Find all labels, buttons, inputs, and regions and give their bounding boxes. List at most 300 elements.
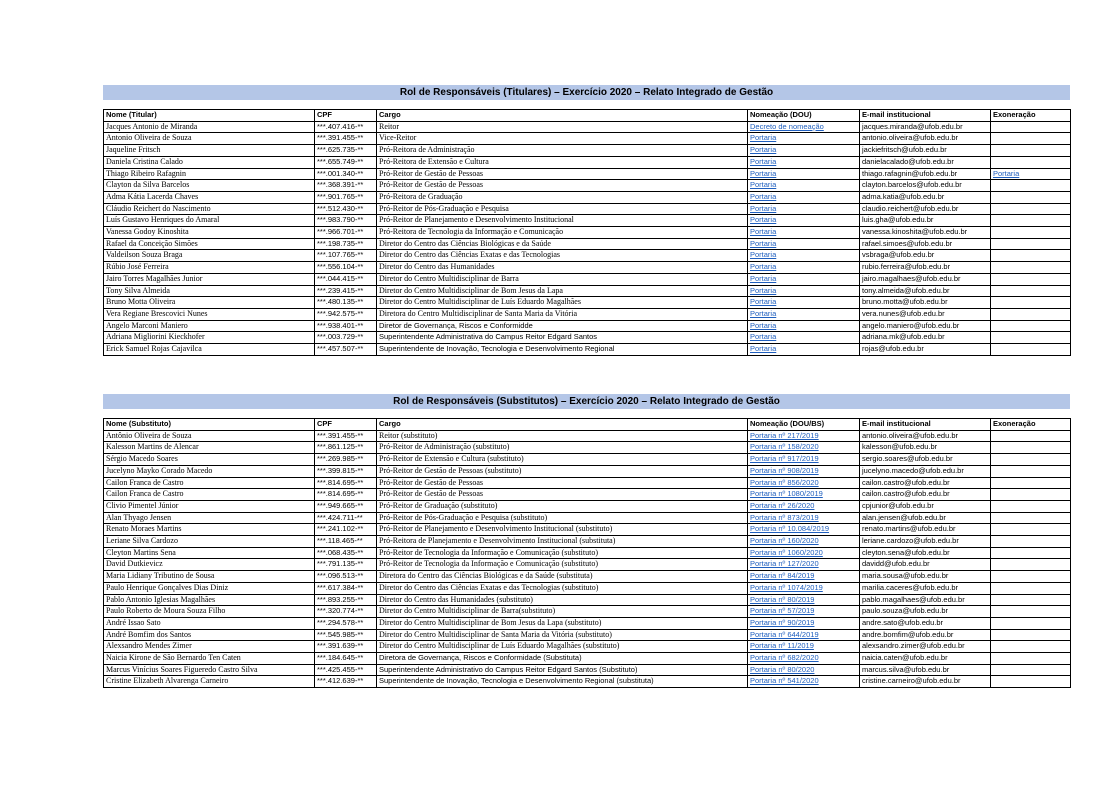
cargo-cell: Pró-Reitor de Tecnologia da Informação e Comunicação (substituto) xyxy=(377,547,748,559)
nomeacao-cell xyxy=(748,285,860,297)
name-cell: Alexsandro Mendes Zimer xyxy=(104,641,315,653)
name-cell: Angelo Marconi Maniero xyxy=(104,320,315,332)
email-cell: bruno.motta@ufob.edu.br xyxy=(860,297,991,309)
table-row xyxy=(104,500,1071,512)
exoneracao-cell xyxy=(991,477,1071,489)
cpf-cell: ***.545.985-** xyxy=(315,629,377,641)
nomeacao-link[interactable]: Portaria xyxy=(750,262,777,272)
exoneracao-link[interactable]: Portaria xyxy=(993,168,1020,178)
email-cell: sergio.soares@ufob.edu.br xyxy=(860,454,991,466)
table-row xyxy=(104,121,1071,133)
cpf-cell: ***.391.455-** xyxy=(315,430,377,442)
cargo-cell: Diretor do Centro Multidisciplinar de Luís Eduardo Magalhães (substituto) xyxy=(377,641,748,653)
column-header: Nome (Titular) xyxy=(104,110,315,122)
exoneracao-cell xyxy=(991,500,1071,512)
cargo-cell: Pró-Reitor de Graduação (substituto) xyxy=(377,500,748,512)
cargo-cell: Pró-Reitor de Pós-Graduação e Pesquisa (substituto) xyxy=(377,512,748,524)
cargo-cell: Reitor xyxy=(377,121,748,133)
cpf-cell: ***.294.578-** xyxy=(315,617,377,629)
email-cell: cpjunior@ufob.edu.br xyxy=(860,500,991,512)
table-row xyxy=(104,133,1071,145)
email-cell: claudio.reichert@ufob.edu.br xyxy=(860,203,991,215)
nomeacao-cell xyxy=(748,676,860,688)
exoneracao-cell xyxy=(991,676,1071,688)
exoneracao-cell xyxy=(991,664,1071,676)
nomeacao-cell xyxy=(748,524,860,536)
name-cell: Marcus Vinícius Soares Figueredo Castro Silva xyxy=(104,664,315,676)
email-cell: pablo.magalhaes@ufob.edu.br xyxy=(860,594,991,606)
table-row xyxy=(104,512,1071,524)
nomeacao-cell xyxy=(748,238,860,250)
cargo-cell: Pró-Reitor de Tecnologia da Informação e Comunicação (substituto) xyxy=(377,559,748,571)
cargo-cell: Diretora do Centro Multidisciplinar de Santa Maria da Vitória xyxy=(377,308,748,320)
nomeacao-link[interactable]: Portaria nº 917/2019 xyxy=(750,454,819,464)
nomeacao-link[interactable]: Portaria xyxy=(750,203,777,213)
cargo-cell: Pró-Reitor de Gestão de Pessoas xyxy=(377,168,748,180)
nomeacao-link[interactable]: Portaria nº 160/2020 xyxy=(750,536,819,546)
cargo-cell: Pró-Reitor de Gestão de Pessoas xyxy=(377,180,748,192)
name-cell: Thiago Ribeiro Rafagnin xyxy=(104,168,315,180)
exoneracao-cell xyxy=(991,297,1071,309)
nomeacao-link[interactable]: Portaria xyxy=(750,273,777,283)
nomeacao-link[interactable]: Portaria nº 541/2020 xyxy=(750,676,819,686)
nomeacao-cell xyxy=(748,203,860,215)
header-row xyxy=(104,110,1071,122)
cpf-cell: ***.107.765-** xyxy=(315,250,377,262)
column-header: Cargo xyxy=(377,419,748,431)
table-row xyxy=(104,332,1071,344)
cargo-cell: Diretora de Governança, Riscos e Conformidade (Substituta) xyxy=(377,653,748,665)
nomeacao-cell xyxy=(748,227,860,239)
email-cell: naicia.caten@ufob.edu.br xyxy=(860,653,991,665)
exoneracao-cell xyxy=(991,203,1071,215)
nomeacao-cell xyxy=(748,559,860,571)
nomeacao-link[interactable]: Portaria xyxy=(750,297,777,307)
column-header: Cargo xyxy=(377,110,748,122)
email-cell: vsbraga@ufob.edu.br xyxy=(860,250,991,262)
exoneracao-cell xyxy=(991,285,1071,297)
email-cell: vanessa.kinoshita@ufob.edu.br xyxy=(860,227,991,239)
cargo-cell: Diretor do Centro das Humanidades (substituto) xyxy=(377,594,748,606)
nomeacao-link[interactable]: Portaria nº 80/2020 xyxy=(750,664,815,674)
titulares-title: Rol de Responsáveis (Titulares) – Exercício 2020 – Relato Integrado de Gestão xyxy=(103,85,1070,100)
substitutos-table xyxy=(103,418,1071,688)
cpf-cell: ***.269.985-** xyxy=(315,454,377,466)
exoneracao-cell xyxy=(991,641,1071,653)
table-row xyxy=(104,238,1071,250)
nomeacao-link[interactable]: Portaria xyxy=(750,320,777,330)
cargo-cell: Diretor do Centro Multidisciplinar de Bom Jesus da Lapa xyxy=(377,285,748,297)
cpf-cell: ***.861.125-** xyxy=(315,442,377,454)
nomeacao-cell xyxy=(748,180,860,192)
cargo-cell: Pró-Reitor de Administração (substituto) xyxy=(377,442,748,454)
column-header: Nomeação (DOU) xyxy=(748,110,860,122)
table-row xyxy=(104,676,1071,688)
nomeacao-link[interactable]: Portaria xyxy=(750,215,777,225)
nomeacao-link[interactable]: Portaria nº 644/2019 xyxy=(750,629,819,639)
email-cell: jacques.miranda@ufob.edu.br xyxy=(860,121,991,133)
cpf-cell: ***.424.711-** xyxy=(315,512,377,524)
table-row xyxy=(104,308,1071,320)
table-row xyxy=(104,594,1071,606)
exoneracao-cell xyxy=(991,489,1071,501)
name-cell: Cláudio Reichert do Nascimento xyxy=(104,203,315,215)
table-row xyxy=(104,168,1071,180)
nomeacao-link[interactable]: Portaria nº 1080/2019 xyxy=(750,489,823,499)
cargo-cell: Reitor (substituto) xyxy=(377,430,748,442)
exoneracao-cell xyxy=(991,180,1071,192)
cpf-cell: ***.617.384-** xyxy=(315,582,377,594)
nomeacao-cell xyxy=(748,500,860,512)
nomeacao-cell xyxy=(748,571,860,583)
cargo-cell: Superintendente de Inovação, Tecnologia e Desenvolvimento Regional xyxy=(377,344,748,356)
nomeacao-link[interactable]: Portaria xyxy=(750,168,777,178)
name-cell: Clayton da Silva Barcelos xyxy=(104,180,315,192)
cargo-cell: Superintendente Administrativo do Campus Reitor Edgard Santos (Substituto) xyxy=(377,664,748,676)
table-row xyxy=(104,536,1071,548)
name-cell: Jucelyno Mayko Corado Macedo xyxy=(104,465,315,477)
exoneracao-cell xyxy=(991,191,1071,203)
cpf-cell: ***.239.415-** xyxy=(315,285,377,297)
cpf-cell: ***.001.340-** xyxy=(315,168,377,180)
email-cell: andre.bomfim@ufob.edu.br xyxy=(860,629,991,641)
email-cell: adma.katia@ufob.edu.br xyxy=(860,191,991,203)
nomeacao-link[interactable]: Portaria xyxy=(750,227,777,237)
cargo-cell: Diretor do Centro Multidisciplinar de Santa Maria da Vitória (substituto) xyxy=(377,629,748,641)
nomeacao-link[interactable]: Portaria xyxy=(750,156,777,166)
email-cell: thiago.rafagnin@ufob.edu.br xyxy=(860,168,991,180)
nomeacao-cell xyxy=(748,308,860,320)
substitutos-title: Rol de Responsáveis (Substitutos) – Exercício 2020 – Relato Integrado de Gestão xyxy=(103,394,1070,409)
cpf-cell: ***.949.665-** xyxy=(315,500,377,512)
nomeacao-link[interactable]: Portaria nº 1060/2020 xyxy=(750,547,823,557)
nomeacao-cell xyxy=(748,653,860,665)
nomeacao-cell xyxy=(748,320,860,332)
cargo-cell: Diretor do Centro Multidisciplinar de Barra(substituto) xyxy=(377,606,748,618)
email-cell: renato.martins@ufob.edu.br xyxy=(860,524,991,536)
exoneracao-cell xyxy=(991,653,1071,665)
email-cell: antonio.oliveira@ufob.edu.br xyxy=(860,430,991,442)
table-row xyxy=(104,344,1071,356)
name-cell: Cailon Franca de Castro xyxy=(104,477,315,489)
nomeacao-cell xyxy=(748,489,860,501)
name-cell: Sérgio Macedo Soares xyxy=(104,454,315,466)
email-cell: jackiefritsch@ufob.edu.br xyxy=(860,145,991,157)
table-row xyxy=(104,156,1071,168)
table-row xyxy=(104,477,1071,489)
exoneracao-cell xyxy=(991,465,1071,477)
nomeacao-link[interactable]: Portaria nº 57/2019 xyxy=(750,606,815,616)
name-cell: Adriana Migliorini Kieckhofer xyxy=(104,332,315,344)
name-cell: Antônio Oliveira de Souza xyxy=(104,430,315,442)
table-row xyxy=(104,285,1071,297)
table-row xyxy=(104,215,1071,227)
nomeacao-link[interactable]: Portaria xyxy=(750,308,777,318)
table-row xyxy=(104,191,1071,203)
cpf-cell: ***.457.507-** xyxy=(315,344,377,356)
exoneracao-cell xyxy=(991,121,1071,133)
nomeacao-cell xyxy=(748,606,860,618)
nomeacao-cell xyxy=(748,477,860,489)
nomeacao-cell xyxy=(748,133,860,145)
nomeacao-cell xyxy=(748,145,860,157)
email-cell: danielacalado@ufob.edu.br xyxy=(860,156,991,168)
name-cell: Leriane Silva Cardozo xyxy=(104,536,315,548)
nomeacao-cell xyxy=(748,250,860,262)
name-cell: Renato Moraes Martins xyxy=(104,524,315,536)
nomeacao-link[interactable]: Portaria nº 158/2020 xyxy=(750,442,819,452)
cargo-cell: Pró-Reitor de Extensão e Cultura (substituto) xyxy=(377,454,748,466)
exoneracao-cell xyxy=(991,594,1071,606)
cargo-cell: Pró-Reitora de Graduação xyxy=(377,191,748,203)
cpf-cell: ***.625.735-** xyxy=(315,145,377,157)
name-cell: Antonio Oliveira de Souza xyxy=(104,133,315,145)
exoneracao-cell xyxy=(991,273,1071,285)
nomeacao-link[interactable]: Portaria nº 908/2019 xyxy=(750,465,819,475)
name-cell: Cailon Franca de Castro xyxy=(104,489,315,501)
nomeacao-link[interactable]: Portaria nº 856/2020 xyxy=(750,477,819,487)
email-cell: angelo.maniero@ufob.edu.br xyxy=(860,320,991,332)
name-cell: Maria Lidiany Tributino de Sousa xyxy=(104,571,315,583)
name-cell: Cleyton Martins Sena xyxy=(104,547,315,559)
nomeacao-link[interactable]: Portaria nº 10.084/2019 xyxy=(750,524,830,534)
table-row xyxy=(104,273,1071,285)
cpf-cell: ***.791.135-** xyxy=(315,559,377,571)
email-cell: cailon.castro@ufob.edu.br xyxy=(860,489,991,501)
cpf-cell: ***.655.749-** xyxy=(315,156,377,168)
nomeacao-cell xyxy=(748,594,860,606)
titulares-section xyxy=(103,85,1070,356)
name-cell: Tony Silva Almeida xyxy=(104,285,315,297)
nomeacao-link[interactable]: Portaria xyxy=(750,145,777,155)
email-cell: luis.gha@ufob.edu.br xyxy=(860,215,991,227)
table-row xyxy=(104,145,1071,157)
cpf-cell: ***.068.435-** xyxy=(315,547,377,559)
nomeacao-link[interactable]: Portaria xyxy=(750,238,777,248)
cargo-cell: Diretor do Centro Multidisciplinar de Luís Eduardo Magalhães xyxy=(377,297,748,309)
cpf-cell: ***.118.465-** xyxy=(315,536,377,548)
email-cell: marilia.caceres@ufob.edu.br xyxy=(860,582,991,594)
name-cell: André Bomfim dos Santos xyxy=(104,629,315,641)
cpf-cell: ***.391.639-** xyxy=(315,641,377,653)
cpf-cell: ***.184.645-** xyxy=(315,653,377,665)
cargo-cell: Pró-Reitora de Tecnologia da Informação e Comunicação xyxy=(377,227,748,239)
table-row xyxy=(104,641,1071,653)
exoneracao-cell xyxy=(991,133,1071,145)
cpf-cell: ***.241.102-** xyxy=(315,524,377,536)
name-cell: Paulo Henrique Gonçalves Dias Diniz xyxy=(104,582,315,594)
nomeacao-link[interactable]: Portaria nº 84/2019 xyxy=(750,571,815,581)
table-row xyxy=(104,582,1071,594)
nomeacao-link[interactable]: Portaria nº 11/2019 xyxy=(750,641,814,651)
exoneracao-cell xyxy=(991,606,1071,618)
nomeacao-link[interactable]: Decreto de nomeação xyxy=(750,121,824,131)
table-row xyxy=(104,297,1071,309)
name-cell: Vera Regiane Brescovici Nunes xyxy=(104,308,315,320)
cpf-cell: ***.556.104-** xyxy=(315,262,377,274)
exoneracao-cell xyxy=(991,454,1071,466)
name-cell: Jairo Torres Magalhães Junior xyxy=(104,273,315,285)
cpf-cell: ***.893.255-** xyxy=(315,594,377,606)
table-row xyxy=(104,547,1071,559)
cargo-cell: Pró-Reitor de Gestão de Pessoas (substituto) xyxy=(377,465,748,477)
email-cell: vera.nunes@ufob.edu.br xyxy=(860,308,991,320)
table-row xyxy=(104,559,1071,571)
column-header: CPF xyxy=(315,419,377,431)
email-cell: cleyton.sena@ufob.edu.br xyxy=(860,547,991,559)
exoneracao-cell xyxy=(991,227,1071,239)
table-row xyxy=(104,571,1071,583)
exoneracao-cell xyxy=(991,571,1071,583)
exoneracao-cell xyxy=(991,559,1071,571)
email-cell: jucelyno.macedo@ufob.edu.br xyxy=(860,465,991,477)
exoneracao-cell xyxy=(991,168,1071,180)
exoneracao-cell xyxy=(991,156,1071,168)
name-cell: Erick Samuel Rojas Cajavilca xyxy=(104,344,315,356)
nomeacao-link[interactable]: Portaria nº 80/2019 xyxy=(750,594,815,604)
nomeacao-link[interactable]: Portaria xyxy=(750,332,777,342)
table-row xyxy=(104,430,1071,442)
cargo-cell: Diretor do Centro Multidisciplinar de Barra xyxy=(377,273,748,285)
cargo-cell: Vice-Reitor xyxy=(377,133,748,145)
exoneracao-cell xyxy=(991,430,1071,442)
name-cell: André Issao Sato xyxy=(104,617,315,629)
name-cell: Naicia Kirone de São Bernardo Ten Caten xyxy=(104,653,315,665)
exoneracao-cell xyxy=(991,308,1071,320)
cpf-cell: ***.407.416-** xyxy=(315,121,377,133)
nomeacao-cell xyxy=(748,156,860,168)
cpf-cell: ***.320.774-** xyxy=(315,606,377,618)
nomeacao-link[interactable]: Portaria nº 26/2020 xyxy=(750,500,815,510)
nomeacao-link[interactable]: Portaria nº 1074/2019 xyxy=(750,582,823,592)
nomeacao-cell xyxy=(748,332,860,344)
nomeacao-link[interactable]: Portaria nº 90/2019 xyxy=(750,617,815,627)
table-row xyxy=(104,180,1071,192)
cargo-cell: Diretor do Centro das Ciências Exatas e das Tecnologias (substituto) xyxy=(377,582,748,594)
nomeacao-cell xyxy=(748,629,860,641)
name-cell: Alan Thyago Jensen xyxy=(104,512,315,524)
table-row xyxy=(104,653,1071,665)
table-row xyxy=(104,524,1071,536)
column-header: E-mail institucional xyxy=(860,419,991,431)
column-header: E-mail institucional xyxy=(860,110,991,122)
nomeacao-link[interactable]: Portaria nº 682/2020 xyxy=(750,653,819,663)
nomeacao-cell xyxy=(748,617,860,629)
email-cell: antonio.oliveira@ufob.edu.br xyxy=(860,133,991,145)
cpf-cell: ***.096.513-** xyxy=(315,571,377,583)
nomeacao-link[interactable]: Portaria nº 127/2020 xyxy=(750,559,819,569)
nomeacao-cell xyxy=(748,344,860,356)
nomeacao-cell xyxy=(748,512,860,524)
column-header: CPF xyxy=(315,110,377,122)
email-cell: cristine.carneiro@ufob.edu.br xyxy=(860,676,991,688)
nomeacao-cell xyxy=(748,191,860,203)
cpf-cell: ***.368.391-** xyxy=(315,180,377,192)
nomeacao-link[interactable]: Portaria xyxy=(750,191,777,201)
email-cell: maria.sousa@ufob.edu.br xyxy=(860,571,991,583)
table-row xyxy=(104,227,1071,239)
cpf-cell: ***.512.430-** xyxy=(315,203,377,215)
nomeacao-link[interactable]: Portaria xyxy=(750,133,777,143)
nomeacao-cell xyxy=(748,664,860,676)
exoneracao-cell xyxy=(991,262,1071,274)
name-cell: Pablo Antonio Iglesias Magalhães xyxy=(104,594,315,606)
cargo-cell: Pró-Reitora de Extensão e Cultura xyxy=(377,156,748,168)
name-cell: Kalesson Martins de Alencar xyxy=(104,442,315,454)
header-row xyxy=(104,419,1071,431)
exoneracao-cell xyxy=(991,215,1071,227)
nomeacao-link[interactable]: Portaria nº 217/2019 xyxy=(750,430,819,440)
cargo-cell: Pró-Reitor de Gestão de Pessoas xyxy=(377,489,748,501)
nomeacao-cell xyxy=(748,430,860,442)
email-cell: alan.jensen@ufob.edu.br xyxy=(860,512,991,524)
email-cell: jairo.magalhaes@ufob.edu.br xyxy=(860,273,991,285)
nomeacao-link[interactable]: Portaria xyxy=(750,180,777,190)
table-row xyxy=(104,250,1071,262)
nomeacao-cell xyxy=(748,215,860,227)
name-cell: Rúbio José Ferreira xyxy=(104,262,315,274)
nomeacao-link[interactable]: Portaria nº 873/2019 xyxy=(750,512,819,522)
name-cell: Luís Gustavo Henriques do Amaral xyxy=(104,215,315,227)
exoneracao-cell xyxy=(991,512,1071,524)
titulares-table xyxy=(103,109,1071,356)
nomeacao-cell xyxy=(748,297,860,309)
email-cell: clayton.barcelos@ufob.edu.br xyxy=(860,180,991,192)
exoneracao-cell xyxy=(991,344,1071,356)
table-row xyxy=(104,606,1071,618)
table-row xyxy=(104,442,1071,454)
cpf-cell: ***.901.765-** xyxy=(315,191,377,203)
exoneracao-cell xyxy=(991,250,1071,262)
name-cell: Cristine Elizabeth Alvarenga Carneiro xyxy=(104,676,315,688)
table-row xyxy=(104,320,1071,332)
cpf-cell: ***.480.135-** xyxy=(315,297,377,309)
cargo-cell: Diretor do Centro das Ciências Exatas e das Tecnologias xyxy=(377,250,748,262)
email-cell: marcus.silva@ufob.edu.br xyxy=(860,664,991,676)
cpf-cell: ***.003.729-** xyxy=(315,332,377,344)
cpf-cell: ***.814.695-** xyxy=(315,489,377,501)
cargo-cell: Superintendente Administrativa do Campus Reitor Edgard Santos xyxy=(377,332,748,344)
cpf-cell: ***.814.695-** xyxy=(315,477,377,489)
nomeacao-cell xyxy=(748,121,860,133)
exoneracao-cell xyxy=(991,629,1071,641)
cargo-cell: Pró-Reitor de Pós-Graduação e Pesquisa xyxy=(377,203,748,215)
name-cell: Adma Kátia Lacerda Chaves xyxy=(104,191,315,203)
nomeacao-link[interactable]: Portaria xyxy=(750,250,777,260)
email-cell: davidd@ufob.edu.br xyxy=(860,559,991,571)
nomeacao-cell xyxy=(748,465,860,477)
nomeacao-link[interactable]: Portaria xyxy=(750,344,777,354)
email-cell: adriana.mk@ufob.edu.br xyxy=(860,332,991,344)
email-cell: tony.almeida@ufob.edu.br xyxy=(860,285,991,297)
email-cell: paulo.souza@ufob.edu.br xyxy=(860,606,991,618)
nomeacao-link[interactable]: Portaria xyxy=(750,285,777,295)
name-cell: Daniela Cristina Calado xyxy=(104,156,315,168)
table-row xyxy=(104,629,1071,641)
email-cell: andre.sato@ufob.edu.br xyxy=(860,617,991,629)
nomeacao-cell xyxy=(748,641,860,653)
cargo-cell: Pró-Reitora de Administração xyxy=(377,145,748,157)
table-row xyxy=(104,664,1071,676)
cargo-cell: Pró-Reitor de Planejamento e Desenvolvimento Institucional (substituto) xyxy=(377,524,748,536)
name-cell: Jacques Antonio de Miranda xyxy=(104,121,315,133)
name-cell: Valdeilson Souza Braga xyxy=(104,250,315,262)
column-header: Exoneração xyxy=(991,110,1071,122)
table-row xyxy=(104,454,1071,466)
cpf-cell: ***.198.735-** xyxy=(315,238,377,250)
cpf-cell: ***.044.415-** xyxy=(315,273,377,285)
cargo-cell: Pró-Reitora de Planejamento e Desenvolvimento Institucional (substituta) xyxy=(377,536,748,548)
